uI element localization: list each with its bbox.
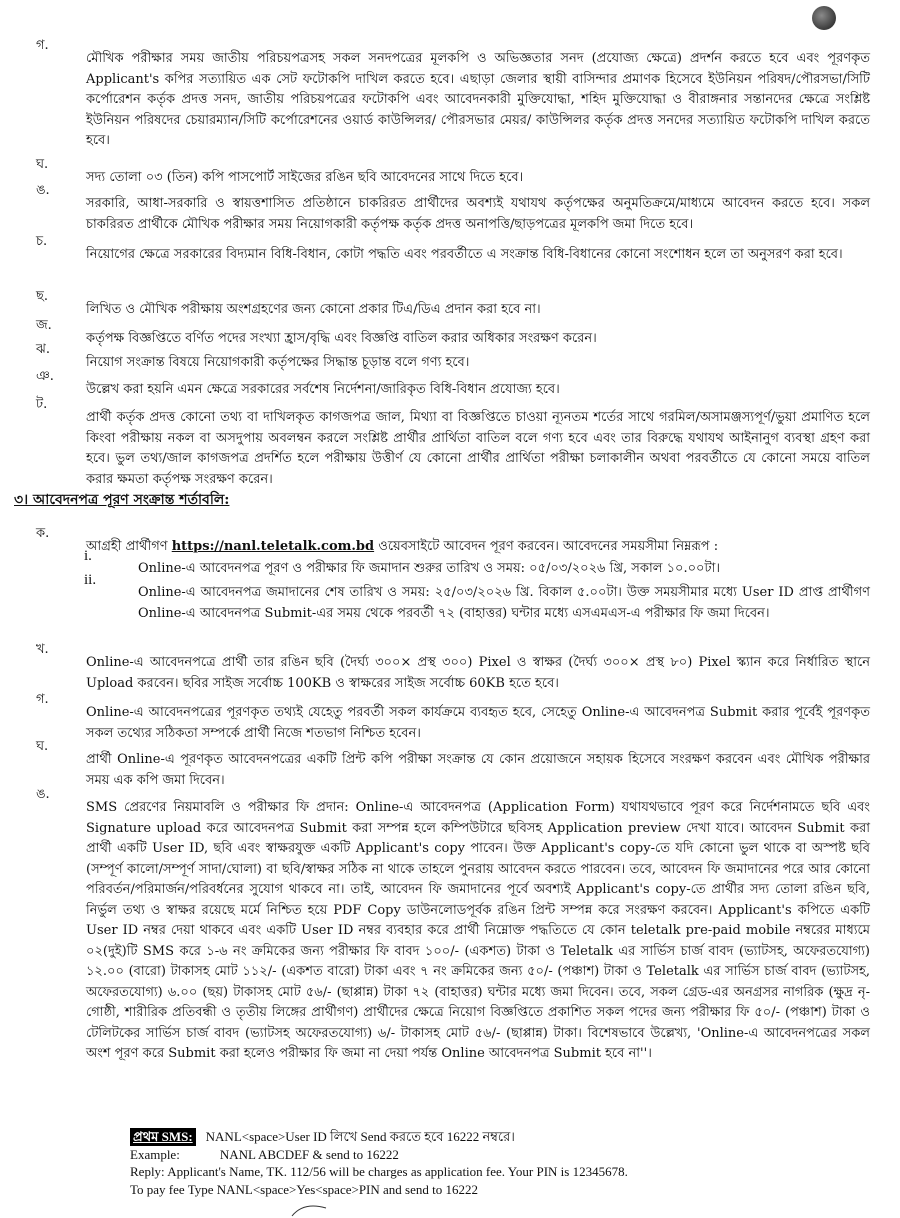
item-marker: গ. <box>36 38 49 53</box>
item-text: Online-এ আবেদনপত্রের পূরণকৃত তথ্যই যেহেতু পরবর্তী সকল কার্যক্রমে ব্যবহৃত হবে, সেহেতু Online-এ আবেদনপত্র Submit করার পূর্বেই পূরণকৃত সকল তথ্যের সঠিকতা সম্পর্কে প্রার্থী নিজে শতভাগ নিশ্চিত হবেন। <box>86 705 870 741</box>
item-marker: ঙ. <box>36 183 50 198</box>
sms-example-label: Example: <box>130 1146 180 1162</box>
item-prefix: আগ্রহী প্রার্থীগণ <box>86 539 168 554</box>
item-suffix: ওয়েবসাইটে আবেদন পূরণ করবেন। আবেদনের সময়সীমা নিম্নরূপ : <box>378 539 719 554</box>
item-text: লিখিত ও মৌখিক পরীক্ষায় অংশগ্রহণের জন্য কোনো প্রকার টিএ/ডিএ প্রদান করা হবে না। <box>86 302 541 317</box>
sms-example-command: NANL ABCDEF & send to 16222 <box>219 1146 399 1162</box>
sub-text: Online-এ আবেদনপত্র জমাদানের শেষ তারিখ ও সময়: ২৫/০৩/২০২৬ খ্রি. বিকাল ৫.০০টা। উক্ত সময়সীমার মধ্যে User ID প্রাপ্ত প্রার্থীগণ Online-এ আবেদনপত্র Submit-এর সময় থেকে পরবর্তী ৭২ (বাহাত্তর) ঘন্টার মধ্যে এসএমএস-এ পরীক্ষার ফি জমা দিবেন। <box>138 585 870 621</box>
item-marker: ঞ. <box>36 369 54 384</box>
item-text: Online-এ আবেদনপত্রে প্রার্থী তার রঙিন ছবি (দৈর্ঘ্য ৩০০× প্রস্থ ৩০০) Pixel ও স্বাক্ষর (দৈর্ঘ্য ৩০০× প্রস্থ ৮০) Pixel স্ক্যান করে নির্ধারিত স্থানে Upload করবেন। ছবির সাইজ সর্বোচ্চ 100KB ও স্বাক্ষরের সাইজ সর্বোচ্চ 60KB হতে হবে। <box>86 655 870 691</box>
sms-pay-instruction: To pay fee Type NANL<space>Yes<space>PIN and send to 16222 <box>130 1181 478 1197</box>
sms-first-label: প্রথম SMS: <box>130 1128 196 1146</box>
website-link[interactable]: https://nanl.teletalk.com.bd <box>171 539 375 554</box>
item-marker: ক. <box>36 526 50 541</box>
sub-text: Online-এ আবেদনপত্র পূরণ ও পরীক্ষার ফি জমাদান শুরুর তারিখ ও সময়: ০৫/০৩/২০২৬ খ্রি, সকাল ১০.০০টা। <box>138 561 720 576</box>
sms-reply: Reply: Applicant's Name, TK. 112/56 will be charges as application fee. Your PIN is 12345678. <box>130 1164 628 1179</box>
item-text: সরকারি, আধা-সরকারি ও স্বায়ত্তশাসিত প্রতিষ্ঠানে চাকরিরত প্রার্থীদের অবশ্যই যথাযথ কর্তৃপক্ষের অনুমতিক্রমে/মাধ্যমে আবেদন করতে হবে। সকল চাকরিরত প্রার্থীকে মৌখিক পরীক্ষার সময় নিয়োগকারী কর্তৃপক্ষ কর্তৃক প্রদত্ত অনাপত্তি/ছাড়পত্রের মূলকপি জমা দিতে হবে। <box>86 196 870 232</box>
item-text: SMS প্রেরণের নিয়মাবলি ও পরীক্ষার ফি প্রদান: Online-এ আবেদনপত্র (Application Form) যথাযথভাবে পূরণ করে নির্দেশনামতে ছবি এবং Signature upload করে আবেদনপত্র Submit করা সম্পন্ন হলে কম্পিউটারে ছবিসহ Application preview দেখা যাবে। আবেদন Submit করা প্রার্থী একটি User ID, ছবি এবং স্বাক্ষরযুক্ত একটি Applicant's copy পাবেন। উক্ত Applicant's copy-তে যদি কোনো ভুল থাকে বা অস্পষ্ট ছবি (সম্পূর্ণ কালো/সম্পূর্ণ সাদা/ঘোলা) বা ছবি/স্বাক্ষর সঠিক না থাকে তাহলে পুনরায় আবেদন করতে পারবেন। তবে, আবেদন ফি জমাদানের পরে আর কোনো পরিবর্তন/পরিমার্জন/পরিবর্ধনের সুযোগ থাকবে না। তাই, আবেদন ফি জমাদানের পূর্বে অবশ্যই Applicant's copy-তে প্রার্থীর সদ্য তোলা রঙিন ছবি, নির্ভুল তথ্য ও স্বাক্ষর রয়েছে মর্মে নিশ্চিত হয়ে PDF Copy ডাউনলোডপূর্বক রঙিন প্রিন্ট সম্পন্ন করে সংরক্ষণ করবেন। Applicant's কপিতে একটি User ID নম্বর দেয়া থাকবে এবং একটি User ID নম্বর ব্যবহার করে প্রার্থী নিম্নোক্ত পদ্ধতিতে যে কোন teletalk pre-paid mobile নম্বরের মাধ্যমে ০২(দুই)টি SMS করে ১-৬ নং ক্রমিকের জন্য পরীক্ষার ফি বাবদ ১০০/- (একশত) টাকা ও Teletalk এর সার্ভিস চার্জ বাবদ (ভ্যাটসহ, অফেরতযোগ্য) ১২.০০ (বারো) টাকাসহ মোট ১১২/- (একশত বারো) টাকা এবং ৭ নং ক্রমিকের জন্য ৫০/- (পঞ্চাশ) টাকা ও Teletalk এর সার্ভিস চার্জ বাবদ (ভ্যাটসহ, অফেরতযোগ্য) ৬.০০ (ছয়) টাকাসহ মোট ৫৬/- (ছাপ্পান্ন) টাকা ৭২ (বাহাত্তর) ঘন্টার মধ্যে জমা দিবেন। তবে, সকল গ্রেড-এর অনগ্রসর নাগরিক (ক্ষুদ্র নৃ-গোষ্ঠী, শারীরিক প্রতিবন্ধী ও তৃতীয় লিঙ্গের প্রার্থীগণ) প্রার্থীদের ক্ষেত্রে নিয়োগ বিজ্ঞপ্তিতে প্রকাশিত সকল পদের জন্য পরীক্ষার ফি ৫০/- (পঞ্চাশ) টাকা ও টেলিটকের সার্ভিস চার্জ বাবদ (ভ্যাটসহ অফেরতযোগ্য) ৬/- টাকাসহ মোট ৫৬/- (ছাপ্পান্ন) টাকা। বিশেষভাবে উল্লেখ্য, 'Online-এ আবেদনপত্রের সকল অংশ পূরণ করে Submit করা হলেও পরীক্ষার ফি জমা না দেয়া পর্যন্ত Online আবেদনপত্র Submit হবে না''। <box>86 800 870 1061</box>
item-marker: চ. <box>36 234 48 249</box>
section-heading: ৩। আবেদনপত্র পূরণ সংক্রান্ত শর্তাবলি: <box>14 492 230 508</box>
punch-hole <box>812 6 836 30</box>
item-text: প্রার্থী Online-এ পূরণকৃত আবেদনপত্রের একটি প্রিন্ট কপি পরীক্ষা সংক্রান্ত যে কোন প্রয়োজনে সহায়ক হিসেবে সংরক্ষণ করবেন এবং মৌখিক পরীক্ষার সময় এক কপি জমা দিবেন। <box>86 752 870 788</box>
item-marker: ঙ. <box>36 787 50 802</box>
item-text: উল্লেখ করা হয়নি এমন ক্ষেত্রে সরকারের সর্বশেষ নির্দেশনা/জারিকৃত বিধি-বিধান প্রযোজ্য হবে। <box>86 382 560 397</box>
item-marker: জ. <box>36 318 52 333</box>
item-marker: খ. <box>36 642 49 657</box>
item-text: মৌখিক পরীক্ষার সময় জাতীয় পরিচয়পত্রসহ সকল সনদপত্রের মূলকপি ও অভিজ্ঞতার সনদ (প্রযোজ্য ক্ষেত্রে) প্রদর্শন করতে হবে এবং পূরণকৃত Applicant's কপির সত্যায়িত এক সেট ফটোকপি দাখিল করতে হবে। এছাড়া জেলার স্থায়ী বাসিন্দার প্রমাণক হিসেবে ইউনিয়ন পরিষদ/পৌরসভা/সিটি কর্পোরেশন কর্তৃক প্রদত্ত সনদ, জাতীয় পরিচয়পত্রের ফটোকপি এবং আবেদনকারী মুক্তিযোদ্ধা, শহিদ মুক্তিযোদ্ধা ও বীরাঙ্গনার সন্তানদের ক্ষেত্রে সংশ্লিষ্ট ইউনিয়ন পরিষদের চেয়ারম্যান/সিটি কর্পোরেশনের ওয়ার্ড কাউন্সিলর/ পৌরসভার মেয়র/ কাউন্সিলর কর্তৃক প্রদত্ত সনদের সত্যায়িত ফটোকপি দাখিল করতে হবে। <box>86 51 870 148</box>
item-marker: ঘ. <box>36 157 49 172</box>
item-marker: ছ. <box>36 289 49 304</box>
item-marker: ঝ. <box>36 342 50 357</box>
sms-instructions <box>130 1128 870 1198</box>
item-text: সদ্য তোলা ০৩ (তিন) কপি পাসপোর্ট সাইজের রঙিন ছবি আবেদনের সাথে দিতে হবে। <box>86 170 524 185</box>
item-marker: ঘ. <box>36 739 49 754</box>
item-text: নিয়োগের ক্ষেত্রে সরকারের বিদ্যমান বিধি-বিধান, কোটা পদ্ধতি এবং পরবর্তীতে এ সংক্রান্ত বিধি-বিধানের কোনো সংশোধন হলে তা অনুসরণ করা হবে। <box>86 247 843 262</box>
sms-example-row <box>130 1146 870 1164</box>
sub-marker: ii. <box>84 572 97 588</box>
item-text <box>86 537 870 558</box>
item-text: কর্তৃপক্ষ বিজ্ঞপ্তিতে বর্ণিত পদের সংখ্যা হ্রাস/বৃদ্ধি এবং বিজ্ঞপ্তি বাতিল করার অধিকার সংরক্ষণ করেন। <box>86 331 597 346</box>
sub-marker: i. <box>84 548 92 564</box>
sms-first-row <box>130 1128 870 1146</box>
item-text: নিয়োগ সংক্রান্ত বিষয়ে নিয়োগকারী কর্তৃপক্ষের সিদ্ধান্ত চূড়ান্ত বলে গণ্য হবে। <box>86 355 470 370</box>
sms-first-text: NANL<space>User ID লিখে Send করতে হবে 16222 নম্বরে। <box>205 1129 515 1144</box>
item-marker: ট. <box>36 397 48 412</box>
item-marker: গ. <box>36 692 49 707</box>
item-text: প্রার্থী কর্তৃক প্রদত্ত কোনো তথ্য বা দাখিলকৃত কাগজপত্র জাল, মিথ্যা বা বিজ্ঞপ্তিতে চাওয়া ন্যূনতম শর্তের সাথে গরমিল/অসামঞ্জস্যপূর্ণ/ভুয়া প্রমাণিত হলে কিংবা পরীক্ষায় নকল বা অসদুপায় অবলম্বন করলে সংশ্লিষ্ট প্রার্থীর প্রার্থিতা বাতিল বলে গণ্য হবে এবং তার বিরুদ্ধে যথাযথ আইনানুগ ব্যবস্থা গ্রহণ করা হবে। ভুল তথ্য/জাল কাগজপত্র প্রদর্শিত হলে পরীক্ষায় উত্তীর্ণ যে কোনো প্রার্থীর প্রার্থিতা পরীক্ষা চলাকালীন অথবা পরবর্তীতে যে কোনো সময়ে বাতিল করার ক্ষমতা কর্তৃপক্ষ সংরক্ষণ করেন। <box>86 410 870 487</box>
